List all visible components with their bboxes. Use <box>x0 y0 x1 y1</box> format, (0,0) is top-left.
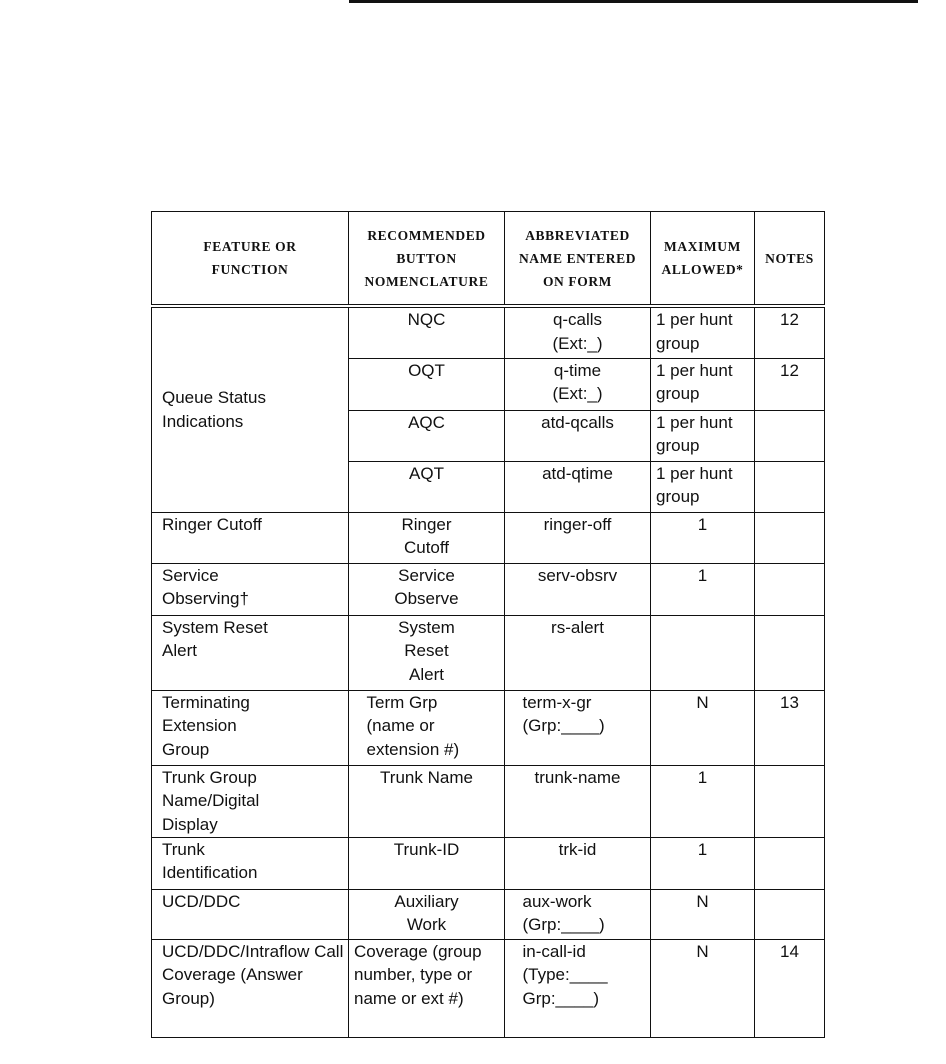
cell-button: Term Grp (name or extension #) <box>349 690 505 765</box>
header-abbrev: ABBREVIATED NAME ENTERED ON FORM <box>505 212 651 307</box>
cell-button: OQT <box>349 358 505 410</box>
cell-abbrev: in-call-id (Type:____ Grp:____) <box>505 939 651 1037</box>
cell-abbrev: trunk-name <box>505 765 651 837</box>
cell-feature: System Reset Alert <box>152 615 349 690</box>
cell-max <box>651 615 755 690</box>
cell-button: System Reset Alert <box>349 615 505 690</box>
table-row <box>152 889 825 939</box>
cell-notes: 12 <box>755 358 825 410</box>
cell-abbrev: rs-alert <box>505 615 651 690</box>
cell-notes: 12 <box>755 306 825 358</box>
cell-button: Trunk Name <box>349 765 505 837</box>
cell-max: 1 <box>651 837 755 889</box>
top-rule <box>349 0 918 3</box>
cell-button: AQT <box>349 461 505 512</box>
cell-notes <box>755 512 825 563</box>
cell-abbrev: aux-work (Grp:____) <box>505 889 651 939</box>
cell-notes <box>755 615 825 690</box>
table-row <box>152 765 825 837</box>
table-row <box>152 939 825 1037</box>
cell-max: N <box>651 690 755 765</box>
table-row <box>152 690 825 765</box>
header-notes: NOTES <box>755 212 825 307</box>
feature-table <box>151 211 825 1038</box>
cell-notes <box>755 765 825 837</box>
cell-notes <box>755 410 825 461</box>
cell-notes: 13 <box>755 690 825 765</box>
cell-abbrev: trk-id <box>505 837 651 889</box>
table-row <box>152 615 825 690</box>
cell-notes: 14 <box>755 939 825 1037</box>
cell-notes <box>755 889 825 939</box>
table-row <box>152 512 825 563</box>
cell-feature: Ringer Cutoff <box>152 512 349 563</box>
cell-abbrev: atd-qcalls <box>505 410 651 461</box>
cell-notes <box>755 563 825 615</box>
cell-button: Coverage (group number, type or name or ext #) <box>349 939 505 1037</box>
cell-abbrev: q-time (Ext:_) <box>505 358 651 410</box>
cell-max: N <box>651 939 755 1037</box>
cell-max: 1 <box>651 765 755 837</box>
table-row <box>152 563 825 615</box>
cell-feature: UCD/DDC <box>152 889 349 939</box>
header-max: MAXIMUM ALLOWED* <box>651 212 755 307</box>
cell-abbrev: serv-obsrv <box>505 563 651 615</box>
cell-abbrev: q-calls (Ext:_) <box>505 306 651 358</box>
table-row <box>152 837 825 889</box>
cell-button: Ringer Cutoff <box>349 512 505 563</box>
table-row <box>152 306 825 358</box>
cell-button: Service Observe <box>349 563 505 615</box>
cell-max: 1 per hunt group <box>651 410 755 461</box>
cell-notes <box>755 461 825 512</box>
cell-feature: UCD/DDC/Intraflow Call Coverage (Answer Group) <box>152 939 349 1037</box>
cell-button: Auxiliary Work <box>349 889 505 939</box>
cell-button: AQC <box>349 410 505 461</box>
cell-feature: Service Observing† <box>152 563 349 615</box>
cell-max: 1 per hunt group <box>651 461 755 512</box>
header-row <box>152 212 825 307</box>
cell-notes <box>755 837 825 889</box>
cell-abbrev: term-x-gr (Grp:____) <box>505 690 651 765</box>
cell-abbrev: ringer-off <box>505 512 651 563</box>
cell-feature: Trunk Identification <box>152 837 349 889</box>
cell-feature: Terminating Extension Group <box>152 690 349 765</box>
cell-max: 1 <box>651 512 755 563</box>
header-button: RECOMMENDED BUTTON NOMENCLATURE <box>349 212 505 307</box>
cell-max: N <box>651 889 755 939</box>
cell-max: 1 per hunt group <box>651 306 755 358</box>
cell-abbrev: atd-qtime <box>505 461 651 512</box>
cell-button: NQC <box>349 306 505 358</box>
cell-feature: Trunk Group Name/Digital Display <box>152 765 349 837</box>
cell-button: Trunk-ID <box>349 837 505 889</box>
cell-max: 1 per hunt group <box>651 358 755 410</box>
header-feature: FEATURE OR FUNCTION <box>152 212 349 307</box>
cell-max: 1 <box>651 563 755 615</box>
cell-feature: Queue Status Indications <box>152 306 349 512</box>
